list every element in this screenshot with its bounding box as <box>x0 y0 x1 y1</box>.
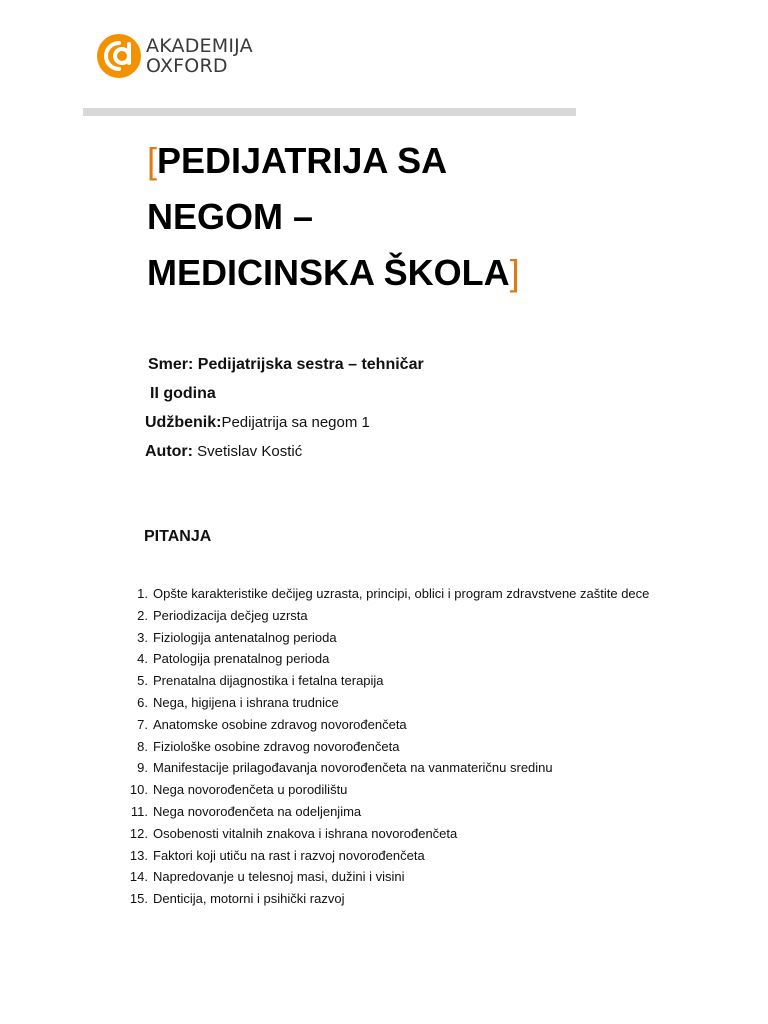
autor-line <box>145 437 424 466</box>
logo-line-2: OXFORD <box>146 55 228 77</box>
list-item <box>118 583 658 605</box>
question-text: Manifestacije prilagođavanja novorođenčeta na vanmateričnu sredinu <box>153 760 553 776</box>
question-number: 2. <box>137 607 148 623</box>
question-text: Prenatalna dijagnostika i fetalna terapija <box>153 673 384 689</box>
udzbenik-line <box>145 408 424 437</box>
pitanja-heading: PITANJA <box>144 528 212 545</box>
title-line-1 <box>147 133 520 189</box>
question-number: 14. <box>129 869 148 885</box>
list-item <box>118 648 658 670</box>
question-number: 11. <box>130 803 148 819</box>
godina-line: II godina <box>150 385 216 402</box>
title-close-bracket: ] <box>509 252 520 293</box>
question-text: Faktori koji utiču na rast i razvoj novorođenčeta <box>153 847 425 863</box>
title-line-3 <box>147 245 520 301</box>
list-item <box>118 779 658 801</box>
course-metadata <box>145 350 424 466</box>
question-number: 3. <box>137 629 148 645</box>
title-line-2 <box>147 189 520 245</box>
question-number: 8. <box>137 738 148 754</box>
questions-list <box>118 583 658 910</box>
list-item <box>118 627 658 649</box>
question-number: 12. <box>129 825 148 841</box>
question-text: Fiziološke osobine zdravog novorođenčeta <box>153 738 400 754</box>
list-item <box>118 866 658 888</box>
question-text: Opšte karakteristike dečijeg uzrasta, principi, oblici i program zdravstvene zaštite dece <box>153 586 650 601</box>
title-text-1: PEDIJATRIJA SA <box>157 140 448 181</box>
question-text: Denticija, motorni i psihički razvoj <box>153 891 345 907</box>
question-number: 5. <box>137 673 148 689</box>
akademija-oxford-logo-icon <box>97 34 141 78</box>
title-text-2: NEGOM – <box>147 196 314 237</box>
question-text: Osobenosti vitalnih znakova i ishrana novorođenčeta <box>153 825 458 841</box>
autor-label: Autor: <box>145 443 193 460</box>
title-open-bracket: [ <box>147 140 158 181</box>
question-number: 6. <box>137 694 148 710</box>
list-item <box>118 605 658 627</box>
question-text: Napredovanje u telesnoj masi, dužini i visini <box>153 869 405 885</box>
list-item <box>118 736 658 758</box>
question-text: Anatomske osobine zdravog novorođenčeta <box>153 716 407 732</box>
smer-line: Smer: Pedijatrijska sestra – tehničar <box>148 356 424 373</box>
list-item <box>118 692 658 714</box>
list-item <box>118 670 658 692</box>
question-text: Nega novorođenčeta na odeljenjima <box>153 803 362 819</box>
question-number: 15. <box>129 891 148 907</box>
udzbenik-value: Pedijatrija sa negom 1 <box>221 414 370 431</box>
logo-wordmark <box>146 36 253 76</box>
question-number: 7. <box>137 716 148 732</box>
list-item <box>118 823 658 845</box>
list-item <box>118 888 658 910</box>
question-text: Periodizacija dečjeg uzrsta <box>153 607 308 623</box>
title-text-3: MEDICINSKA ŠKOLA <box>147 252 510 293</box>
list-item <box>118 757 658 779</box>
question-text: Patologija prenatalnog perioda <box>153 651 330 667</box>
list-item <box>118 801 658 823</box>
question-number: 1. <box>137 586 148 601</box>
document-title <box>147 133 520 301</box>
list-item <box>118 714 658 736</box>
header-divider <box>83 108 576 116</box>
akademija-oxford-logo <box>97 34 253 78</box>
question-text: Nega novorođenčeta u porodilištu <box>153 782 348 798</box>
question-text: Nega, higijena i ishrana trudnice <box>153 694 339 710</box>
question-number: 4. <box>137 651 148 667</box>
udzbenik-label: Udžbenik: <box>145 414 222 431</box>
logo-line-1: AKADEMIJA <box>146 35 253 57</box>
question-number: 9. <box>137 760 148 776</box>
list-item <box>118 845 658 867</box>
question-number: 10. <box>129 782 148 798</box>
question-text: Fiziologija antenatalnog perioda <box>153 629 337 645</box>
question-number: 13. <box>129 847 148 863</box>
autor-value: Svetislav Kostić <box>192 443 303 460</box>
